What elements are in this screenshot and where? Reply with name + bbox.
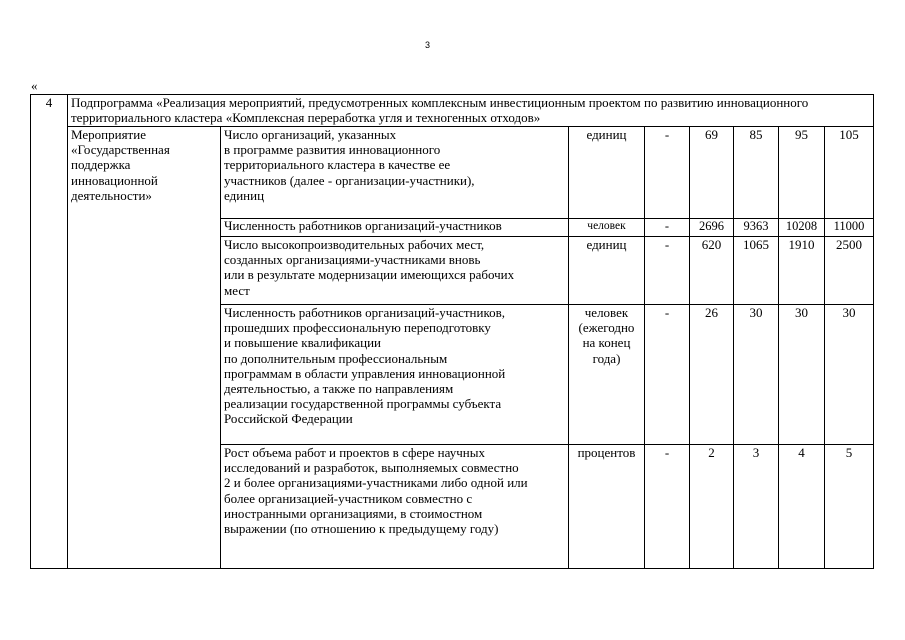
indicator-value: 2500 [825,237,874,305]
indicator-base: - [645,237,690,305]
indicator-base: - [645,127,690,219]
indicator-line: 2 и более организациями-участниками либо одной или [224,475,528,491]
indicator-value: 69 [690,127,734,219]
indicator-value: 95 [779,127,825,219]
subprogram-row [31,95,874,127]
indicator-line: иностранными организациями, в стоимостном [224,505,483,521]
indicator-unit: единиц [569,237,645,305]
indicator-value: 1910 [779,237,825,305]
indicator-line: Рост объема работ и проектов в сфере научных [224,445,485,460]
indicator-value: 11000 [825,219,874,237]
indicator-value: 30 [825,305,874,445]
indicator-base: - [645,305,690,445]
indicator-base: - [645,445,690,569]
unit-line: на конец [582,335,631,351]
indicator-line: деятельностью, а также по направлениям [224,381,454,397]
indicator-line: исследований и разработок, выполняемых совместно [224,460,519,476]
indicator-value: 105 [825,127,874,219]
indicator-value: 30 [734,305,779,445]
indicator-name [221,237,569,305]
page-number: 3 [424,40,430,50]
indicator-value: 5 [825,445,874,569]
indicator-unit: человек [569,219,645,237]
indicator-line: Число организаций, указанных [224,127,397,142]
indicator-line: в программе развития инновационного [224,142,441,158]
indicator-unit: процентов [569,445,645,569]
indicator-value: 2 [690,445,734,569]
indicator-value: 620 [690,237,734,305]
indicator-line: Численность работников организаций-участников [224,218,502,233]
indicator-value: 85 [734,127,779,219]
indicator-value: 30 [779,305,825,445]
indicator-value: 9363 [734,219,779,237]
indicator-row-1 [31,127,874,219]
indicator-value: 3 [734,445,779,569]
indicator-line: или в результате модернизации имеющихся рабочих [224,267,515,283]
row-number: 4 [31,95,68,569]
indicator-unit: единиц [569,127,645,219]
indicator-line: и повышение квалификации [224,335,382,351]
subprogram-title: Подпрограмма «Реализация мероприятий, предусмотренных комплексным инвестиционным проектом по развитию инновационного территориального кластера «Комплексная переработка угля и техногенных отходов» [68,95,874,127]
indicator-value: 1065 [734,237,779,305]
indicator-line: Численность работников организаций-участников, [224,305,505,320]
indicator-value: 2696 [690,219,734,237]
indicator-line: территориального кластера в качестве ее [224,157,451,173]
indicator-line: более организацией-участником совместно с [224,490,473,506]
indicator-name [221,219,569,237]
indicator-line: Российской Федерации [224,411,353,427]
indicator-line: созданных организациями-участниками вновь [224,252,481,268]
unit-line: человек [584,305,629,320]
unit-line: (ежегодно [578,320,635,336]
indicator-unit [569,305,645,445]
indicator-line: участников (далее - организации-участники), [224,172,475,188]
event-title: Мероприятие «Государственная поддержка инновационной деятельности» [68,127,221,569]
indicator-value: 26 [690,305,734,445]
indicator-line: мест [224,282,250,298]
unit-line: года) [592,350,621,366]
indicator-line: прошедших профессиональную переподготовку [224,320,491,336]
indicator-base: - [645,219,690,237]
indicator-line: реализации государственной программы субъекта [224,396,502,412]
indicator-name [221,305,569,445]
indicator-value: 10208 [779,219,825,237]
indicator-table [30,94,874,569]
opening-quote: « [31,78,38,93]
indicator-line: единиц [224,187,265,203]
indicator-line: выражении (по отношению к предыдущему году) [224,521,499,537]
indicator-line: программам в области управления инновационной [224,365,506,381]
indicator-name [221,127,569,219]
indicator-name [221,445,569,569]
indicator-value: 4 [779,445,825,569]
indicator-line: по дополнительным профессиональным [224,350,448,366]
indicator-line: Число высокопроизводительных рабочих мест, [224,237,485,252]
